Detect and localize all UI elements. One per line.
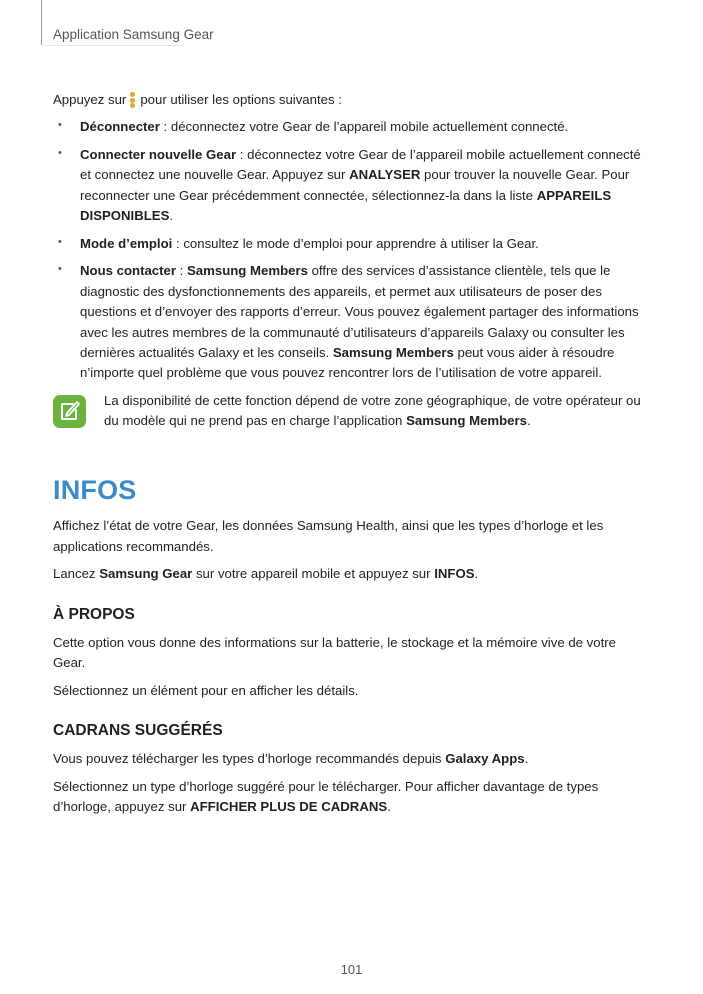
list-item: • Déconnecter : déconnectez votre Gear de l’appareil mobile actuellement connecté. <box>53 117 649 137</box>
about-heading: À PROPOS <box>53 605 135 623</box>
faces-paragraph-2: Sélectionnez un type d’horloge suggéré pour le télécharger. Pour afficher davantage de types d’horloge, appuyez sur AFFICHER PLUS DE CADRANS. <box>53 778 599 815</box>
options-list <box>53 117 649 383</box>
note-icon <box>53 395 86 428</box>
infos-heading: INFOS <box>53 474 137 505</box>
page-content <box>53 90 649 825</box>
about-paragraph: Cette option vous donne des informations sur la batterie, le stockage et la mémoire vive de votre Gear. <box>53 634 616 671</box>
list-item: • Nous contacter : Samsung Members offre des services d’assistance clientèle, tels que le diagnostic des dysfonctionnements des appareils, et permet aux utilisateurs de poser des questions et d’envoyer des rapports d’erreur. Vous pouvez également partager des informations avec les autres membres de la communauté d’utilisateurs d’appareils Galaxy ou consulter les dernières actualités Galaxy et les conseils. Samsung Members peut vous aider à résoudre n’importe quel problème que vous pouvez rencontrer lors de l’utilisation de votre appareil. <box>53 261 649 384</box>
suggested-faces-heading: CADRANS SUGGÉRÉS <box>53 722 223 740</box>
corner-line-vertical <box>41 0 42 46</box>
about-paragraph-2: Sélectionnez un élément pour en afficher les détails. <box>53 682 359 698</box>
note-text: La disponibilité de cette fonction dépend de votre zone géographique, de votre opérateur ou du modèle qui ne prend pas en charge l’application Samsung Members. <box>104 392 641 429</box>
list-item: • Mode d’emploi : consultez le mode d’emploi pour apprendre à utiliser la Gear. <box>53 234 649 254</box>
note-box <box>53 391 649 432</box>
more-options-icon <box>130 92 136 108</box>
page-number: 101 <box>340 962 363 977</box>
list-item: • Connecter nouvelle Gear : déconnectez votre Gear de l’appareil mobile actuellement connecté et connectez une nouvelle Gear. Appuyez sur ANALYSER pour trouver la nouvelle Gear. Pour reconnecter une Gear précédemment connectée, sélectionnez-la dans la liste APPAREILS DISPONIBLES. <box>53 145 649 227</box>
faces-paragraph: Vous pouvez télécharger les types d’horloge recommandés depuis Galaxy Apps. <box>53 751 529 767</box>
running-head: Application Samsung Gear <box>53 27 214 42</box>
intro-paragraph: Appuyez sur pour utiliser les options suivantes : <box>53 92 342 107</box>
infos-paragraph: Affichez l’état de votre Gear, les données Samsung Health, ainsi que les types d’horloge et les applications recommandés. <box>53 518 604 554</box>
infos-launch-paragraph: Lancez Samsung Gear sur votre appareil mobile et appuyez sur INFOS. <box>53 566 479 582</box>
